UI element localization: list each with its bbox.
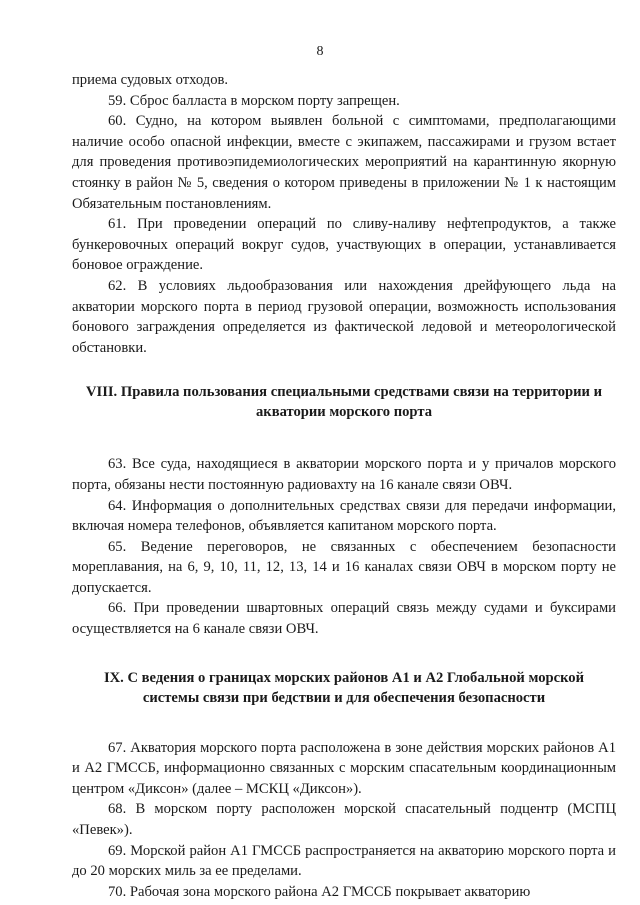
paragraph-59: 59. Сброс балласта в морском порту запрещен. [108, 92, 400, 109]
document-body [72, 70, 616, 902]
paragraph-60: 60. Судно, на котором выявлен больной с симптомами, предполагающими наличие особо опасной инфекции, вместе с экипажем, пассажирами и грузом встает для проведения противоэпидемиологических мероприятий на карантинную якорную стоянку в район № 5, сведения о котором приведены в приложении № 1 к настоящим Обязательным постановлениям. [72, 113, 616, 212]
paragraph-70: 70. Рабочая зона морского района А2 ГМССБ покрывает акваторию [108, 883, 531, 900]
paragraph-65: 65. Ведение переговоров, не связанных с обеспечением безопасности мореплавания, на 6, 9, 10, 11, 12, 13, 14 и 16 каналах связи ОВЧ в морском порту не допускается. [72, 538, 616, 596]
paragraph-62: 62. В условиях льдообразования или нахождения дрейфующего льда на акватории морского порта в период грузовой операции, возможность использования бонового заграждения определяется из фактической ледовой и метеорологической обстановки. [72, 277, 616, 356]
page-number: 8 [316, 44, 324, 59]
spacer [72, 358, 616, 382]
paragraph-66: 66. При проведении швартовных операций связь между судами и буксирами осуществляется на 6 канале связи ОВЧ. [72, 600, 616, 638]
spacer [72, 422, 616, 454]
paragraph-58-continuation: приема судовых отходов. [72, 72, 229, 88]
paragraph-69: 69. Морской район А1 ГМССБ распространяется на акваторию морского порта и до 20 морских миль за ее пределами. [72, 842, 616, 880]
paragraph-61: 61. При проведении операций по сливу-наливу нефтепродуктов, а также бункеровочных операций вокруг судов, участвующих в операции, устанавливается боновое ограждение. [72, 216, 616, 274]
spacer [72, 708, 616, 738]
paragraph-63: 63. Все суда, находящиеся в акватории морского порта и у причалов морского порта, обязаны нести постоянную радиовахту на 16 канале связи ОВЧ. [72, 456, 616, 493]
paragraph-68: 68. В морском порту расположен морской спасательный подцентр (МСПЦ «Певек»). [72, 801, 616, 839]
section-9-heading: IX. С ведения о границах морских районов А1 и А2 Глобальной морской системы связи при бедствии и для обеспечения безопасности [103, 669, 585, 706]
spacer [72, 640, 616, 668]
paragraph-64: 64. Информация о дополнительных средствах связи для передачи информации, включая номера телефонов, объявляется капитаном морского порта. [72, 497, 616, 535]
paragraph-67: 67. Акватория морского порта расположена в зоне действия морских районов А1 и А2 ГМССБ, информационно связанных с морским спасательным координационным центром «Диксон» (далее – МСКЦ «Диксон»). [72, 739, 616, 797]
section-8-heading: VIII. Правила пользования специальными средствами связи на территории и акватории морского порта [85, 384, 602, 421]
